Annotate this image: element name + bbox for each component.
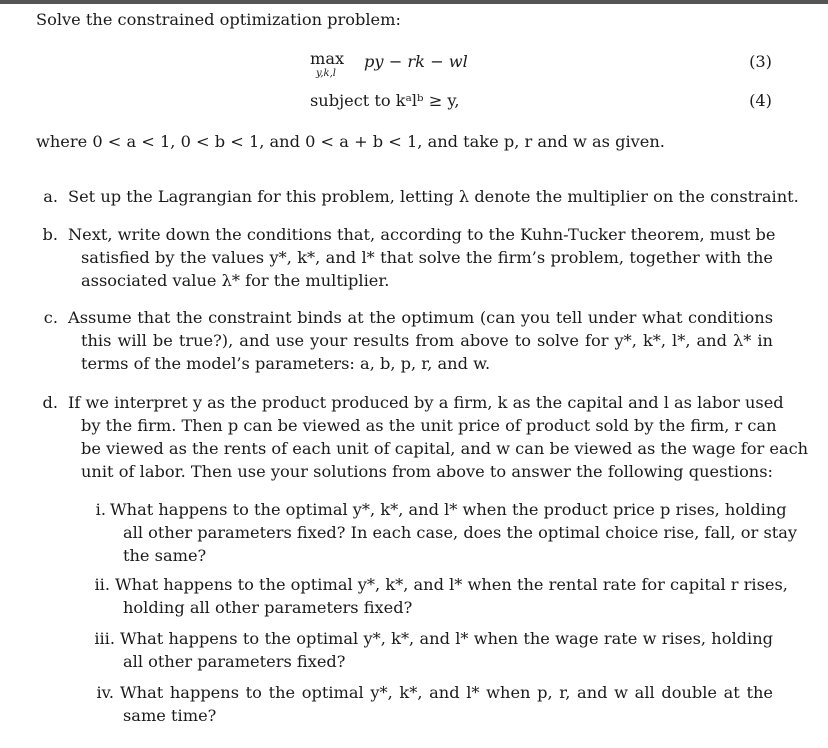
item-line: Assume that the constraint binds at the optimum (can you tell under what conditions (68, 308, 773, 327)
subitem-line: What happens to the optimal y*, k*, and l* when the product price p rises, holding (110, 500, 787, 519)
subitem-text (110, 498, 798, 567)
item-line: If we interpret y as the product produced by a firm, k as the capital and l as labor used (68, 393, 784, 412)
max-operator (310, 49, 345, 79)
subitem-line: all other parameters fixed? (123, 652, 346, 671)
max-subscript: y,k,l (316, 68, 336, 79)
objective-expression: py − rk − wl (364, 52, 468, 71)
constraint-expression: subject to kᵃlᵇ ≥ y, (310, 91, 460, 110)
item-text (68, 223, 776, 292)
parameter-conditions: where 0 < a < 1, 0 < b < 1, and 0 < a + b < 1, and take p, r and w as given. (36, 132, 665, 151)
item-label: b. (42, 225, 58, 244)
item-line: associated value λ* for the multiplier. (81, 271, 390, 290)
subitem-text (115, 573, 788, 619)
subitem-label: iii. (94, 629, 115, 648)
item-line: this will be true?), and use your results from above to solve for y*, k*, l*, and λ* in (81, 331, 773, 350)
subitem-line: What happens to the optimal y*, k*, and l* when the wage rate w rises, holding (120, 629, 773, 648)
subitem-line: What happens to the optimal y*, k*, and l* when the rental rate for capital r rises, (115, 575, 788, 594)
item-line: Set up the Lagrangian for this problem, letting λ denote the multiplier on the constraint. (68, 187, 799, 206)
intro-text: Solve the constrained optimization problem: (36, 10, 401, 29)
item-label: d. (42, 393, 58, 412)
item-label: a. (43, 187, 58, 206)
subitem-line: same time? (123, 706, 217, 725)
item-line: Next, write down the conditions that, according to the Kuhn-Tucker theorem, must be (68, 225, 776, 244)
item-line: unit of labor. Then use your solutions from above to answer the following questions: (81, 462, 773, 481)
subitem-line: What happens to the optimal y*, k*, and l* when p, r, and w all double at the (120, 683, 773, 702)
item-text (68, 185, 799, 208)
item-line: be viewed as the rents of each unit of capital, and w can be viewed as the wage for each (81, 439, 809, 458)
subitem-text (120, 681, 773, 727)
equation-number-3: (3) (749, 52, 772, 71)
item-text (68, 306, 773, 375)
subitem-text (120, 627, 773, 673)
subitem-label: ii. (94, 575, 110, 594)
item-line: satisfied by the values y*, k*, and l* that solve the firm’s problem, together with the (81, 248, 773, 267)
max-word: max (310, 49, 345, 68)
equation-number-4: (4) (749, 91, 772, 110)
item-line: by the firm. Then p can be viewed as the unit price of product sold by the firm, r can (81, 416, 777, 435)
item-text (68, 391, 809, 483)
subitem-label: i. (95, 500, 106, 519)
subitem-line: holding all other parameters fixed? (123, 598, 413, 617)
subitem-line: the same? (123, 546, 207, 565)
item-label: c. (43, 308, 58, 327)
subitem-label: iv. (96, 683, 114, 702)
item-line: terms of the model’s parameters: a, b, p, r, and w. (81, 354, 491, 373)
subitem-line: all other parameters fixed? In each case, does the optimal choice rise, fall, or stay (123, 523, 798, 542)
